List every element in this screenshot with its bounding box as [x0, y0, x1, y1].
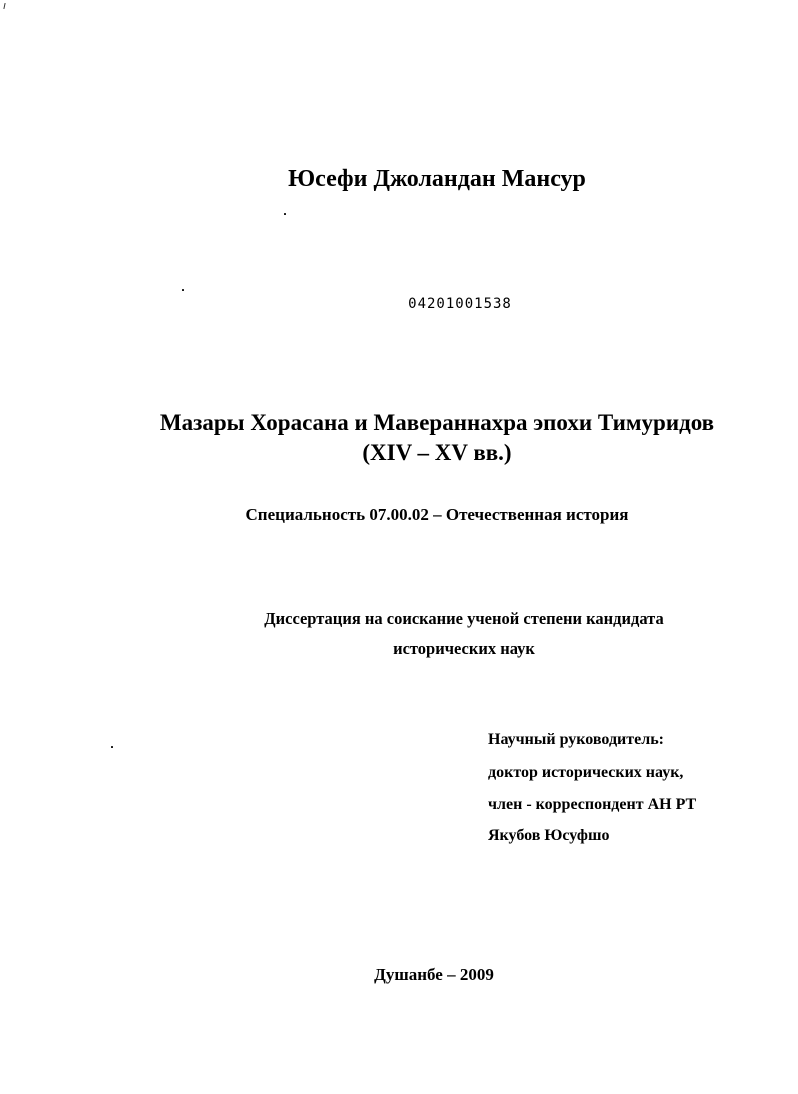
scan-speck [111, 746, 113, 748]
advisor-heading: Научный руководитель: [488, 731, 664, 748]
dissertation-line-1: Диссертация на соискание ученой степени кандидата [264, 609, 664, 628]
scan-mark [3, 3, 5, 9]
place-and-year: Душанбе – 2009 [374, 965, 494, 984]
catalog-number: 04201001538 [408, 296, 512, 312]
scan-speck [182, 289, 184, 291]
dissertation-line-2: исторических наук [393, 639, 535, 658]
advisor-name: Якубов Юсуфшо [488, 827, 610, 844]
advisor-degree: доктор исторических наук, [488, 764, 684, 781]
title-line-2: (XIV – XV вв.) [362, 440, 512, 465]
scan-speck [284, 213, 286, 215]
author-name: Юсефи Джоландан Мансур [288, 166, 586, 192]
specialty: Специальность 07.00.02 – Отечественная история [245, 505, 629, 524]
advisor-title: член - корреспондент АН РТ [488, 796, 697, 813]
title-line-1: Мазары Хорасана и Мавераннахра эпохи Тимуридов [159, 410, 715, 435]
